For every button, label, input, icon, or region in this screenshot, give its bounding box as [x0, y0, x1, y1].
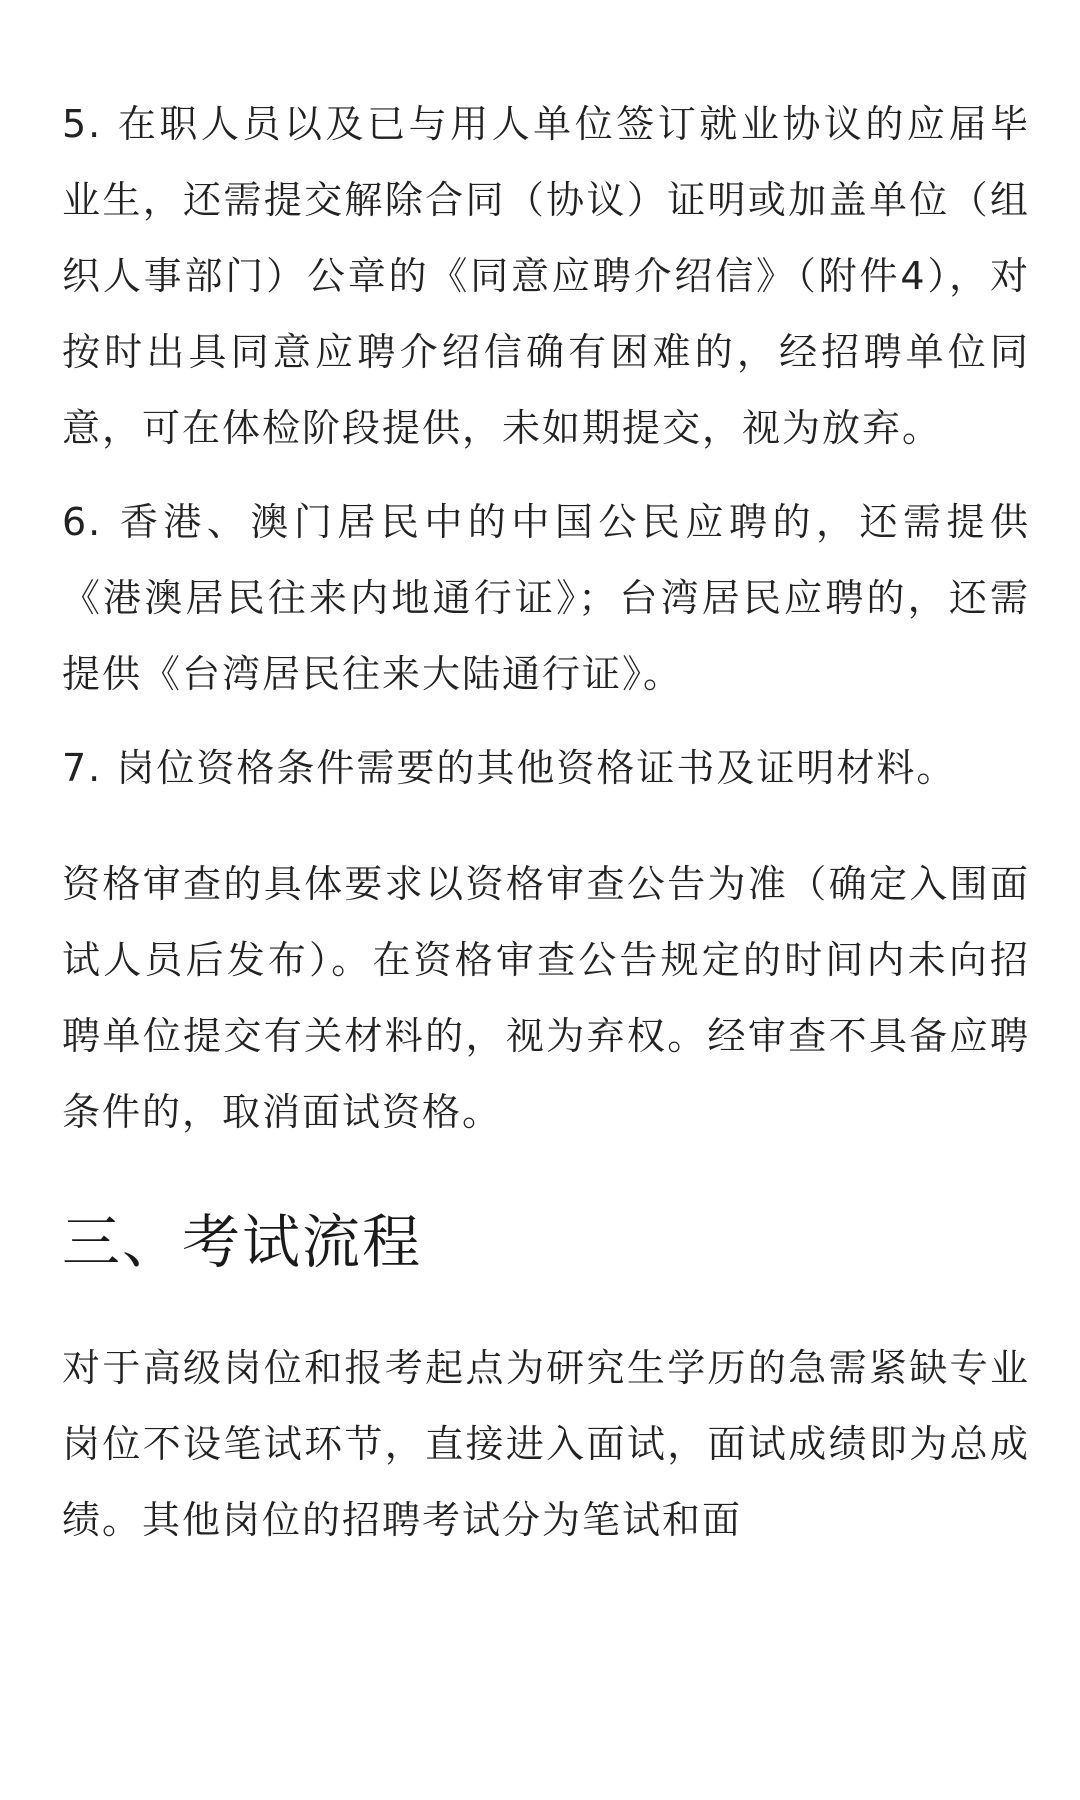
exam-process-paragraph: 对于高级岗位和报考起点为研究生学历的急需紧缺专业岗位不设笔试环节，直接进入面试，面试成绩即为总成绩。其他岗位的招聘考试分为笔试和面 [62, 1346, 1030, 1542]
item-5-paragraph: 5. 在职人员以及已与用人单位签订就业协议的应届毕业生，还需提交解除合同（协议）证明或加盖单位（组织人事部门）公章的《同意应聘介绍信》（附件4），对按时出具同意应聘介绍信确有困难的，经招聘单位同意，可在体检阶段提供，未如期提交，视为放弃。 [62, 102, 1030, 450]
item-6-paragraph: 6. 香港、澳门居民中的中国公民应聘的，还需提供《港澳居民往来内地通行证》；台湾居民应聘的，还需提供《台湾居民往来大陆通行证》。 [62, 500, 1030, 696]
item-7-paragraph: 7. 岗位资格条件需要的其他资格证书及证明材料。 [62, 746, 957, 790]
qualification-review-paragraph: 资格审查的具体要求以资格审查公告为准（确定入围面试人员后发布）。在资格审查公告规定的时间内未向招聘单位提交有关材料的，视为弃权。经审查不具备应聘条件的，取消面试资格。 [62, 862, 1030, 1134]
section-heading-exam-process: 三、考试流程 [62, 1208, 423, 1276]
article-body [62, 86, 1030, 1576]
